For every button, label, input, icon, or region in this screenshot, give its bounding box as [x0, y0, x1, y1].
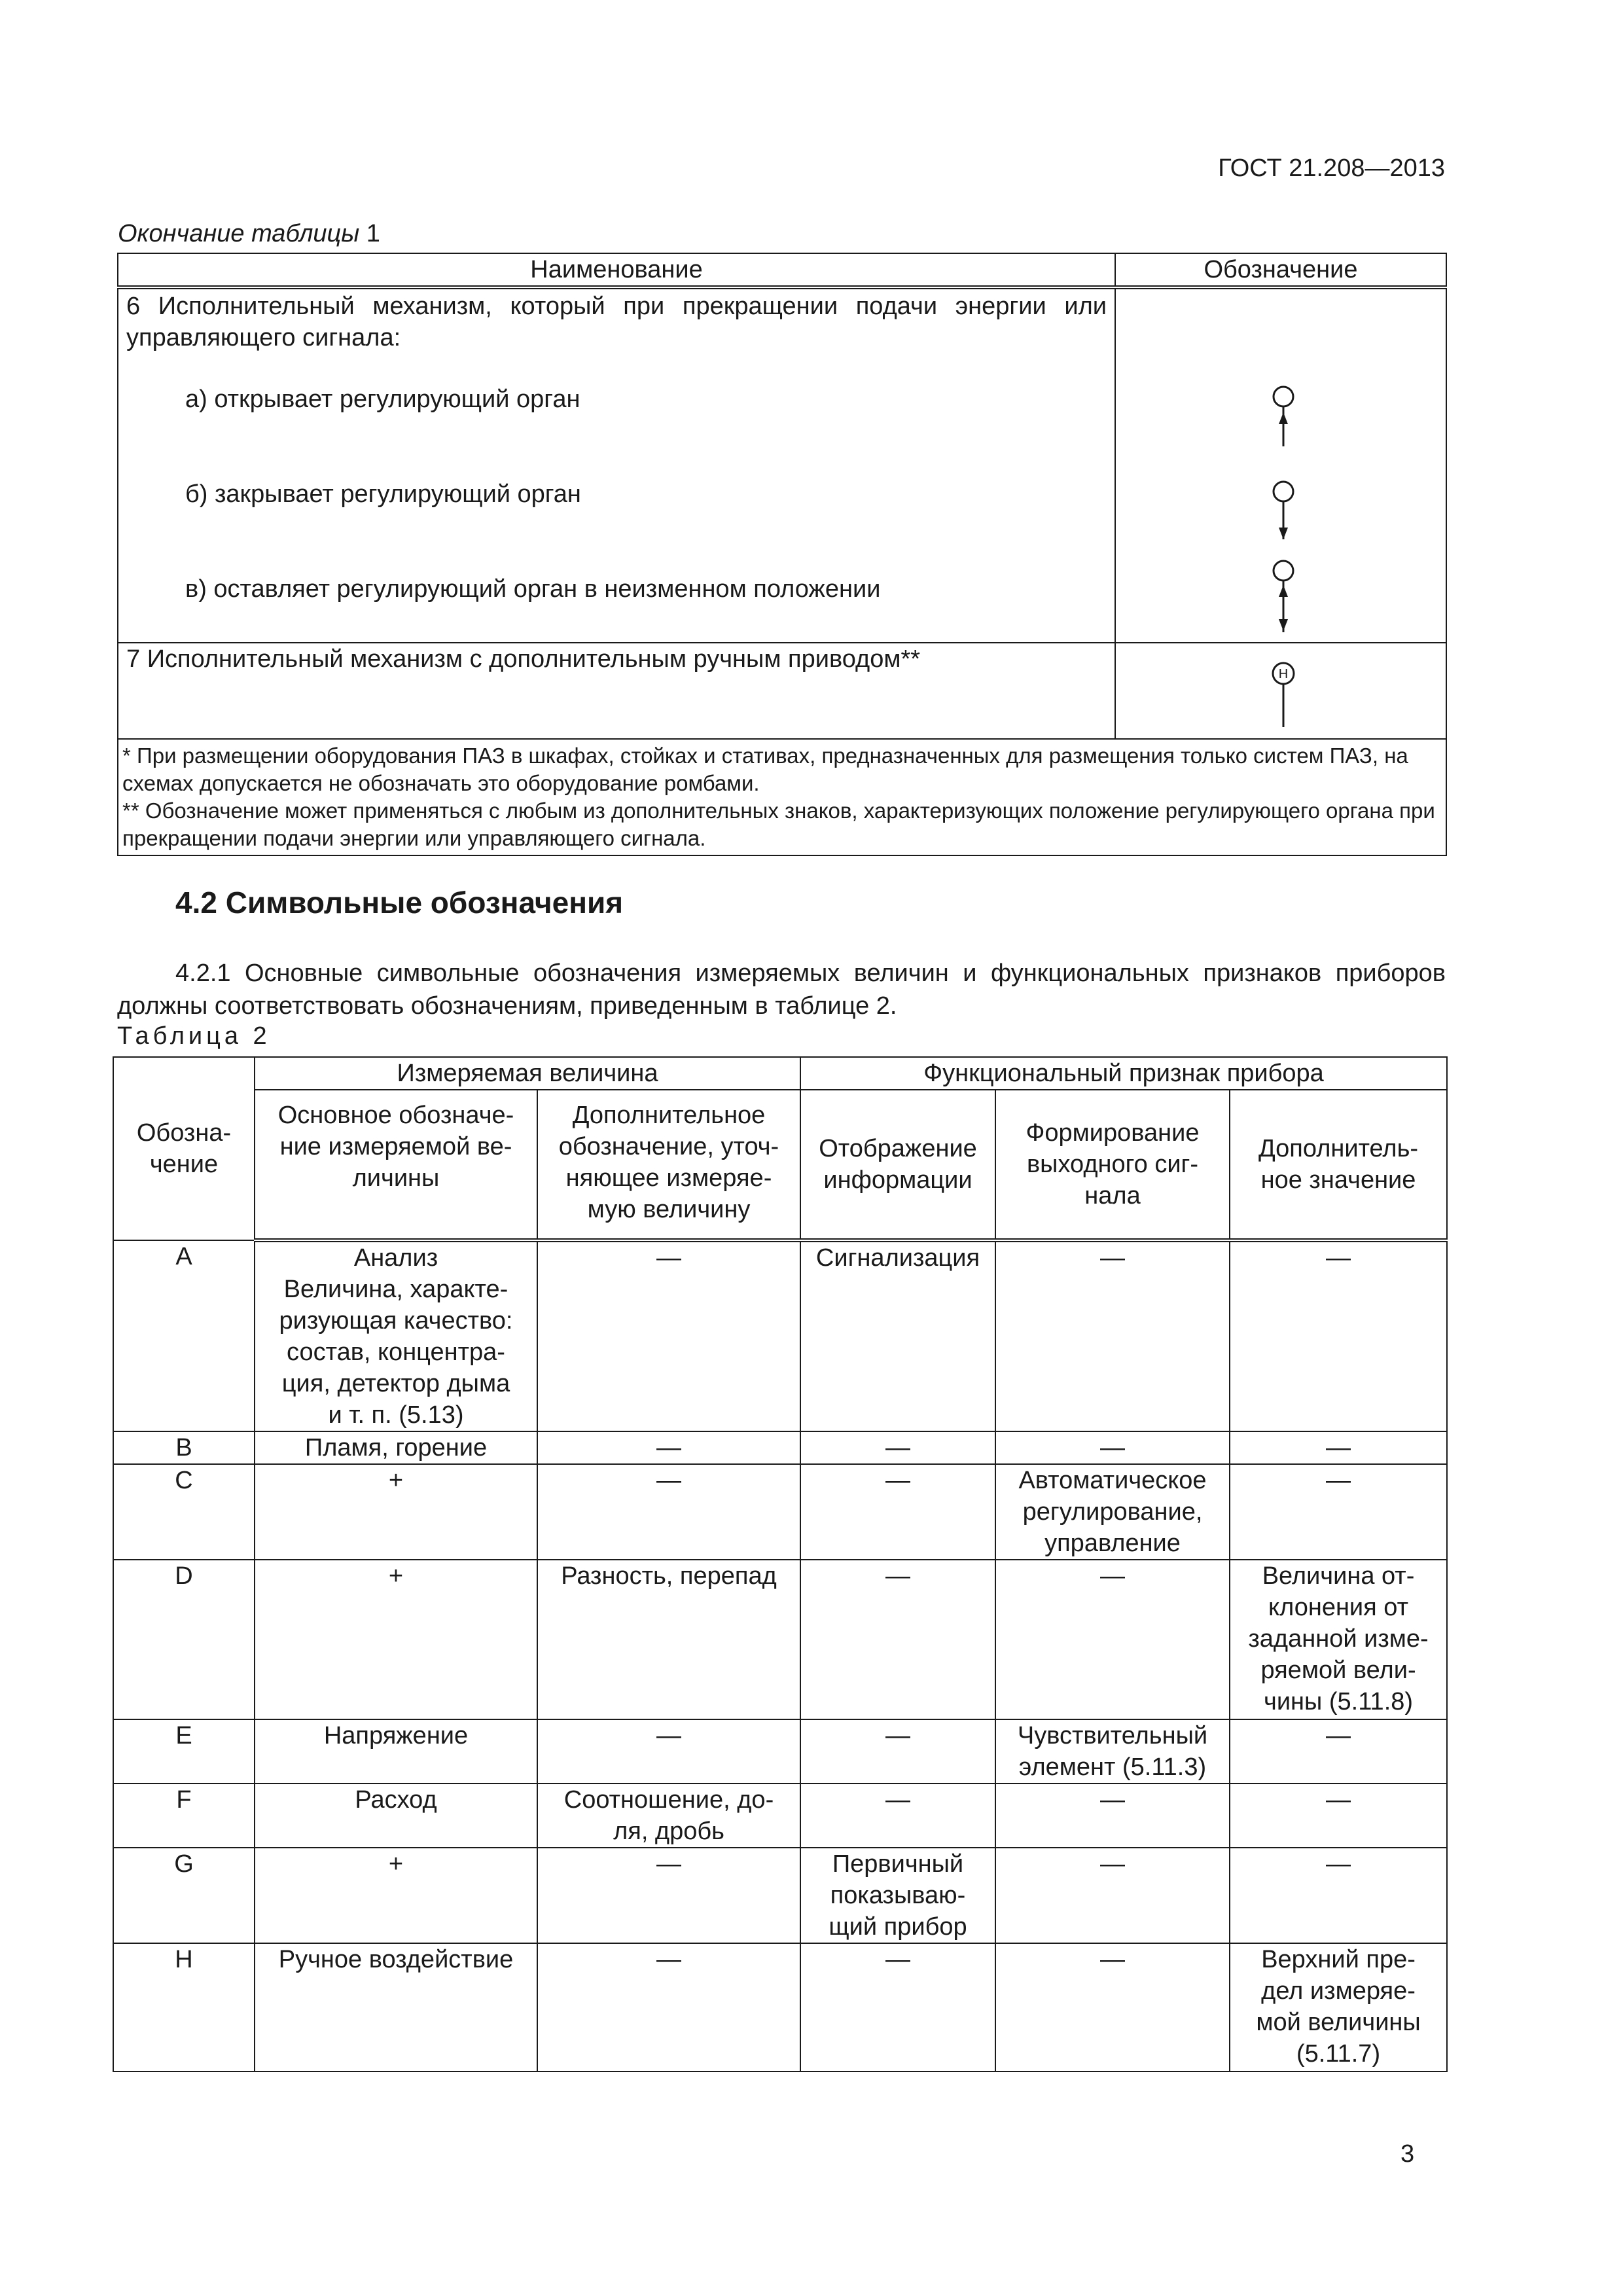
table2-cell-code: E: [113, 1719, 255, 1784]
section-paragraph: 4.2.1 Основные символьные обозначения измеряемых величин и функциональных признаков приборов должны соответствовать обозначениям, приведенным в таблице 2.: [117, 960, 1446, 1020]
table2-cell-output: Чувствительный элемент (5.11.3): [995, 1719, 1230, 1784]
table2-cell-code: G: [113, 1848, 255, 1943]
manual-actuator-letter: Н: [1278, 667, 1289, 681]
table2-row-F: [113, 1784, 1447, 1848]
row7-text: 7 Исполнительный механизм с дополнительным ручным приводом**: [118, 643, 1115, 739]
table1-header-symbol: Обозначение: [1115, 253, 1446, 287]
table2-cell-add: Соотношение, до- ля, дробь: [537, 1784, 800, 1848]
table1-notes-row: [118, 739, 1446, 855]
table1-caption: [118, 220, 380, 248]
table2-header-function: Функциональный признак прибора: [800, 1057, 1447, 1090]
table2-cell-output: Автоматическое регулирование, управление: [995, 1464, 1230, 1560]
table2-cell-add: —: [537, 1464, 800, 1560]
table2-cell-extra: Величина от- клонения от заданной изме- ряемой вели- чины (5.11.8): [1230, 1560, 1447, 1719]
actuator-opens-icon: [1274, 387, 1293, 446]
row6-item-b: б) закрывает регулирующий орган: [185, 480, 581, 508]
table2-header-extra: Дополнитель- ное значение: [1230, 1090, 1447, 1240]
table2-cell-output: —: [995, 1784, 1230, 1848]
page-number: 3: [1400, 2140, 1415, 2168]
table2-cell-display: —: [800, 1431, 995, 1464]
table2-row-A: [113, 1240, 1447, 1431]
table2-cell-output: —: [995, 1943, 1230, 2072]
table2-row-E: [113, 1719, 1447, 1784]
table2-cell-display: —: [800, 1784, 995, 1848]
actuator-symbols: [1116, 289, 1447, 639]
table2-row-B: [113, 1431, 1447, 1464]
table2-cell-main: +: [255, 1464, 537, 1560]
table2-cell-main: Ручное воздействие: [255, 1943, 537, 2072]
table2-cell-display: —: [800, 1464, 995, 1560]
table2-cell-code: C: [113, 1464, 255, 1560]
table2-cell-extra: Верхний пре- дел измеряе- мой величины (5.11.7): [1230, 1943, 1447, 2072]
table2-cell-main: +: [255, 1848, 537, 1943]
table2-cell-display: —: [800, 1560, 995, 1719]
table2-cell-display: Сигнализация: [800, 1240, 995, 1431]
table2-cell-display: —: [800, 1943, 995, 2072]
table2-cell-output: —: [995, 1848, 1230, 1943]
table2-header-output: Формирование выходного сиг- нала: [995, 1090, 1230, 1240]
table1-caption-italic: Окончание таблицы: [118, 220, 360, 247]
table2-cell-extra: —: [1230, 1240, 1447, 1431]
table2-header-main: Основное обозначе- ние измеряемой ве- личины: [255, 1090, 537, 1240]
document-code: ГОСТ 21.208—2013: [1218, 154, 1445, 182]
table2-row-G: [113, 1848, 1447, 1943]
table2-cell-add: —: [537, 1848, 800, 1943]
table2-cell-extra: —: [1230, 1719, 1447, 1784]
table2-cell-output: —: [995, 1431, 1230, 1464]
table2-cell-main: Напряжение: [255, 1719, 537, 1784]
table2-cell-main: Пламя, горение: [255, 1431, 537, 1464]
table2-cell-main: Анализ Величина, характе- ризующая качество: состав, концентра- ция, детектор дыма и т. п. (5.13): [255, 1240, 537, 1431]
table1-row6-symbols: [1115, 287, 1446, 643]
table1: [117, 253, 1447, 856]
table2-cell-add: —: [537, 1943, 800, 2072]
table2-header-designation: Обозна- чение: [113, 1057, 255, 1240]
actuator-holds-icon: [1274, 561, 1293, 632]
table2-cell-extra: —: [1230, 1431, 1447, 1464]
table1-note-2: ** Обозначение может применяться с любым из дополнительных знаков, характеризующих положение регулирующего органа при прекращении подачи энергии или управляющего сигнала.: [122, 798, 1435, 850]
table2-caption: Таблица 2: [117, 1022, 271, 1050]
table2-cell-output: —: [995, 1560, 1230, 1719]
table2-cell-code: D: [113, 1560, 255, 1719]
table1-notes: [118, 739, 1446, 855]
table2-cell-add: —: [537, 1719, 800, 1784]
table2-header-display: Отображение информации: [800, 1090, 995, 1240]
table1-caption-number: 1: [359, 220, 380, 247]
table2-cell-output: —: [995, 1240, 1230, 1431]
table1-row6-name: [118, 287, 1115, 643]
table2-cell-extra: —: [1230, 1784, 1447, 1848]
table2-cell-code: B: [113, 1431, 255, 1464]
table1-row-7: [118, 643, 1446, 739]
section-title: 4.2 Символьные обозначения: [175, 886, 624, 920]
table2-header-additional: Дополнительное обозначение, уточ- няющее измеряе- мую величину: [537, 1090, 800, 1240]
table2-cell-main: Расход: [255, 1784, 537, 1848]
table1-row-6: [118, 287, 1446, 643]
table2-cell-add: Разность, перепад: [537, 1560, 800, 1719]
table2-row-C: [113, 1464, 1447, 1560]
table2-cell-add: —: [537, 1431, 800, 1464]
table2-cell-add: —: [537, 1240, 800, 1431]
table2-cell-display: —: [800, 1719, 995, 1784]
table2-cell-code: F: [113, 1784, 255, 1848]
row6-item-c: в) оставляет регулирующий орган в неизменном положении: [185, 575, 881, 603]
row6-text: 6 Исполнительный механизм, который при прекращении подачи энергии или управляющего сигнала:: [126, 293, 1107, 351]
table2-cell-display: Первичный показываю- щий прибор: [800, 1848, 995, 1943]
table2-cell-extra: —: [1230, 1464, 1447, 1560]
table2-cell-code: A: [113, 1240, 255, 1431]
table1-note-1: * При размещении оборудования ПАЗ в шкафах, стойках и стативах, предназначенных для размещения только систем ПАЗ, на схемах допускается не обозначать это оборудование ромбами.: [122, 744, 1408, 795]
table2-header-measured: Измеряемая величина: [255, 1057, 800, 1090]
table2: [113, 1056, 1448, 2072]
manual-actuator-icon: [1116, 643, 1447, 735]
table1-row7-symbol: [1115, 643, 1446, 739]
row6-item-a: а) открывает регулирующий орган: [185, 386, 580, 413]
table1-header-name: Наименование: [118, 253, 1115, 287]
table2-row-D: [113, 1560, 1447, 1719]
table2-cell-code: H: [113, 1943, 255, 2072]
table2-cell-extra: —: [1230, 1848, 1447, 1943]
actuator-closes-icon: [1274, 482, 1293, 539]
table2-cell-main: +: [255, 1560, 537, 1719]
table2-row-H: [113, 1943, 1447, 2072]
